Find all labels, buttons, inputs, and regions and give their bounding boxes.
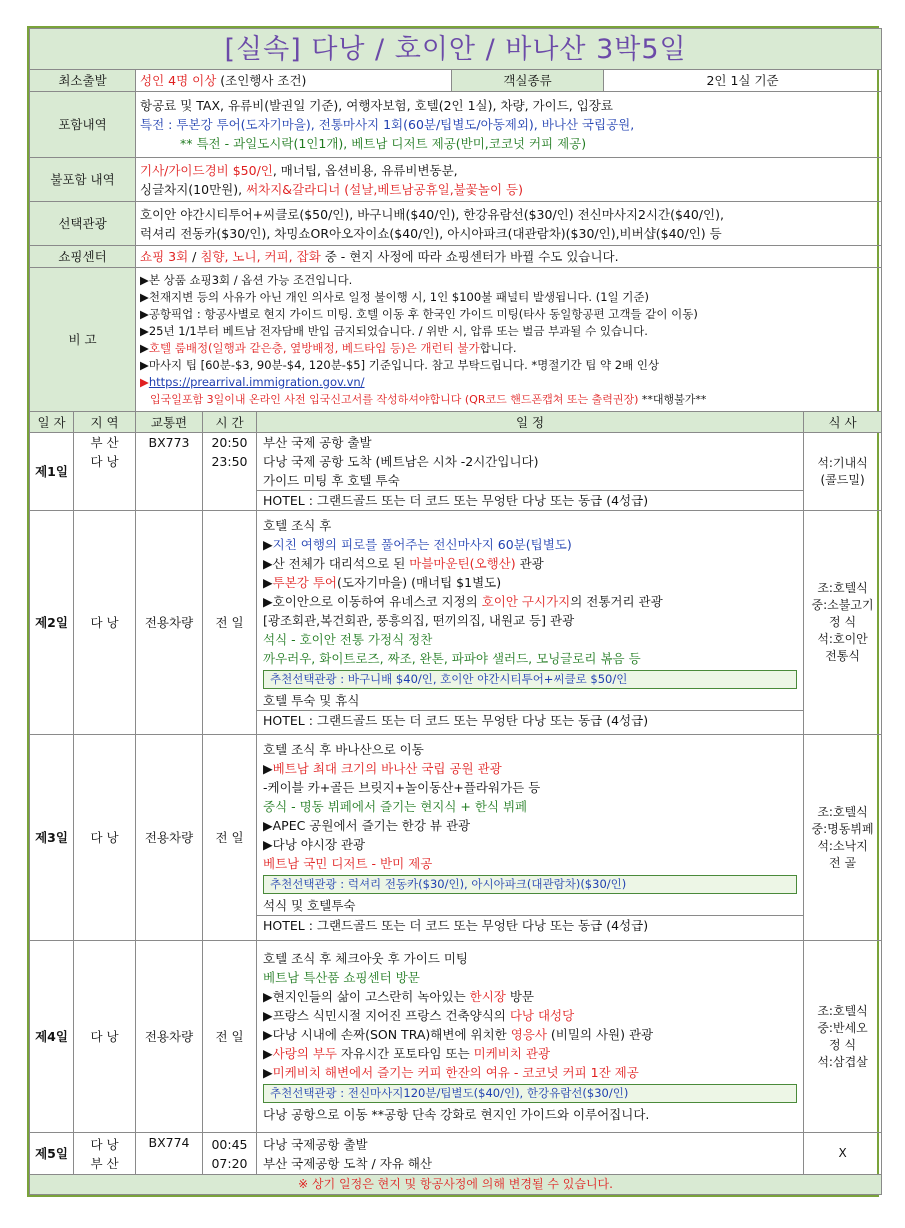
day2-hotel: HOTEL : 그랜드골드 또는 더 코드 또는 무엉탄 다낭 또는 동급 (4성급) (257, 710, 803, 730)
day1-hotel: HOTEL : 그랜드골드 또는 더 코드 또는 무엉탄 다낭 또는 동급 (4성급) (257, 490, 803, 510)
day3-hotel: HOTEL : 그랜드골드 또는 더 코드 또는 무엉탄 다낭 또는 동급 (4성급) (257, 915, 803, 935)
col-itinerary: 일 정 (257, 412, 804, 433)
han-market: 한시장 (469, 989, 506, 1004)
shopping-count: 쇼핑 3회 (140, 249, 189, 264)
excluded-rest: , 매너팁, 옵션비용, 유류비변동분, (272, 162, 458, 178)
room-type-label: 객실종류 (452, 70, 604, 92)
my-khe-beach: 미케비치 관광 (473, 1046, 551, 1061)
itinerary-sheet (27, 26, 879, 1197)
love-pier: 사랑의 부두 (272, 1046, 337, 1061)
day2-itinerary: 호텔 조식 후 ▶지친 여행의 피로를 풀어주는 전신마사지 60분(팁별도) ▶산 전체가 대리석으로 된 마블마운틴(오행산) 관광 ▶투본강 투어(도자기마을) (매너팁 $1별도) ▶호이안으로 이동하여 유네스코 지정의 호이안 구시가지의 전통거리 관광 [광조회관,복건회관, 풍흥의집, 떤끼의집, 내원교 등] 관광 석식 - 호이안 전통 가정식 정찬 까우러우, 화이트로즈, 짜조, 완톤, 파파야 샐러드, 모닝글로리 볶음 등 추천선택관광 : 바구니배 $40/인, 호이안 야간시티투어+씨클로 $50/인 호텔 투숙 및 휴식 HOTEL : 그랜드골드 또는 더 코드 또는 무엉탄 다낭 또는 동급 (4성급) (257, 511, 804, 735)
day2-transport: 전용차량 (136, 511, 203, 735)
room-type-value: 2인 1실 기준 (604, 70, 882, 92)
included-bonus-line: ** 특전 - 과일도시락(1인1개), 베트남 디저트 제공(반미,코코넛 커피 제공) (180, 136, 587, 151)
day5-time: 00:45 (211, 1136, 248, 1152)
day4-region: 다 낭 (74, 941, 136, 1133)
day1-itinerary (257, 433, 804, 511)
day5-region: 다 낭 (90, 1136, 119, 1152)
day2-recommended-options: 추천선택관광 : 바구니배 $40/인, 호이안 야간시티투어+씨클로 $50/인 (263, 670, 797, 689)
min-departure-count: 성인 4명 이상 (140, 73, 217, 88)
day2-time: 전 일 (203, 511, 257, 735)
shopping-items: 침향, 노니, 커피, 잡화 (200, 249, 321, 264)
day4-transport: 전용차량 (136, 941, 203, 1133)
remarks-content: ▶본 상품 쇼핑3회 / 옵션 가능 조건입니다. ▶천재지변 등의 사유가 아닌 개인 의사로 일정 불이행 시, 1인 $100불 패널티 발생됩니다. (1일 기준) ▶공항픽업 : 항공사별로 현지 가이드 미팅. 호텔 이동 후 한국인 가이드 미팅(타사 동일항공편 고객들 같이 이동) ▶25년 1/1부터 베트남 전자담배 반입 금지되었습니다. / 위반 시, 압류 또는 벌금 부과될 수 있습니다. ▶호텔 룸배정(일행과 같은층, 옆방배정, 베드타입 등)은 개런티 불가합니다. ▶마사지 팁 [60분-$3, 90분-$4, 120분-$5] 기준입니다. 참고 부탁드립니다. *명절기간 팁 약 2배 인상 ▶https://prearrival.immigration.gov.vn/ 입국일포함 3일이내 온라인 사전 입국신고서를 작성하셔야합니다 (QR코드 핸드폰캡쳐 또는 출력권장) **대행불가** (136, 268, 882, 412)
included-line: 항공료 및 TAX, 유류비(발권일 기준), 여행자보험, 호텔(2인 1실), 차량, 가이드, 입장료 (140, 98, 613, 113)
day1-region: 다 낭 (90, 454, 119, 469)
shopping-label: 쇼핑센터 (30, 246, 136, 268)
day3-transport: 전용차량 (136, 735, 203, 941)
hoian-old-town: 호이안 구시가지 (481, 593, 571, 609)
banh-mi-note: 베트남 국민 디저트 - 반미 제공 (263, 856, 433, 871)
linh-ung-pagoda: 영응사 (510, 1027, 547, 1042)
remarks-label: 비 고 (30, 268, 136, 412)
day5-time: 07:20 (211, 1155, 248, 1171)
day4-label: 제4일 (30, 941, 74, 1133)
arrow-icon: ▶ (140, 374, 149, 389)
single-charge: 싱글차지(10만원), (140, 181, 247, 197)
col-meal: 식 사 (804, 412, 882, 433)
thu-bon-tour: 투본강 투어 (272, 574, 337, 590)
remark-line: ▶25년 1/1부터 베트남 전자담배 반입 금지되었습니다. / 위반 시, 압류 또는 벌금 부과될 수 있습니다. (140, 323, 648, 338)
immigration-link[interactable]: https://prearrival.immigration.gov.vn/ (148, 374, 365, 389)
lunch-note: 중식 - 명동 뷔페에서 즐기는 현지식 + 한식 뷔페 (263, 799, 528, 814)
optional-tours-content (136, 202, 882, 246)
day1-region: 부 산 (90, 435, 119, 450)
day5-meal: X (804, 1133, 882, 1175)
day4-meal: 조:호텔식 중:반세오 정 식 석:삼겹살 (804, 941, 882, 1133)
marble-mountain: 마블마운틴(오행산) (409, 555, 516, 571)
day5-itinerary: 다낭 국제공항 출발 부산 국제공항 도착 / 자유 해산 (257, 1133, 804, 1175)
itinerary-line: 부산 국제 공항 출발 (263, 435, 372, 450)
day3-recommended-options: 추천선택관광 : 럭셔리 전동카($30/인), 아시아파크(대관람차)($30/인) (263, 875, 797, 894)
day3-region: 다 낭 (74, 735, 136, 941)
remark-line: ▶본 상품 쇼핑3회 / 옵션 가능 조건입니다. (140, 272, 353, 287)
day5-flight: BX774 (136, 1133, 203, 1175)
guide-fee: 기사/가이드경비 $50/인 (140, 162, 273, 178)
day5-region: 부 산 (90, 1155, 119, 1171)
day5-label: 제5일 (30, 1133, 74, 1175)
day1-flight: BX773 (136, 433, 203, 511)
day3-time: 전 일 (203, 735, 257, 941)
ba-na-park: 베트남 최대 크기의 바나산 국립 공원 관광 (272, 761, 502, 776)
page-title: [실속] 다낭 / 호이안 / 바나산 3박5일 (30, 29, 882, 70)
surcharge: 써차지&갈라디너 (설날,베트남공휴일,불꽃놀이 등) (246, 181, 523, 197)
col-region: 지 역 (74, 412, 136, 433)
entry-declaration-note: 입국일포함 3일이내 온라인 사전 입국신고서를 작성하셔야합니다 (QR코드 핸드폰캡쳐 또는 출력권장) (150, 392, 639, 406)
day2-meal: 조:호텔식 중:소불고기 정 식 석:호이안 전통식 (804, 511, 882, 735)
day1-label: 제1일 (30, 433, 74, 511)
included-label: 포함내역 (30, 92, 136, 158)
room-guarantee-note: 호텔 룸배정(일행과 같은층, 옆방배정, 베드타입 등)은 개런티 불가 (148, 340, 480, 355)
col-transport: 교통편 (136, 412, 203, 433)
day1-meal: 석:기내식 (콜드밀) (804, 433, 882, 511)
day3-itinerary: 호텔 조식 후 바나산으로 이동 ▶베트남 최대 크기의 바나산 국립 공원 관광 -케이블 카+골든 브릿지+놀이동산+플라워가든 등 중식 - 명동 뷔페에서 즐기는 현지식 + 한식 뷔페 ▶APEC 공원에서 즐기는 한강 뷰 관광 ▶다낭 야시장 관광 베트남 국민 디저트 - 반미 제공 추천선택관광 : 럭셔리 전동카($30/인), 아시아파크(대관람차)($30/인) 석식 및 호텔투숙 HOTEL : 그랜드골드 또는 더 코드 또는 무엉탄 다낭 또는 동급 (4성급) (257, 735, 804, 941)
remark-line: ▶마사지 팁 [60분-$3, 90분-$4, 120분-$5] 기준입니다. 참고 부탁드립니다. *명절기간 팁 약 2배 인상 (140, 357, 660, 372)
day2-label: 제2일 (30, 511, 74, 735)
optional-tours-label: 선택관광 (30, 202, 136, 246)
excluded-label: 불포함 내역 (30, 158, 136, 202)
included-special-line: 특전 : 투본강 투어(도자기마을), 전통마사지 1회(60분/팁별도/아동제외), 바나산 국립공원, (140, 117, 635, 132)
col-time: 시 간 (203, 412, 257, 433)
massage-item: 지친 여행의 피로를 풀어주는 전신마사지 60분(팁별도) (272, 536, 572, 552)
day3-label: 제3일 (30, 735, 74, 941)
shopping-content: 쇼핑 3회 / 침향, 노니, 커피, 잡화 중 - 현지 사정에 따라 쇼핑센터가 바뀔 수도 있습니다. (136, 246, 882, 268)
danang-cathedral: 다낭 대성당 (509, 1008, 575, 1023)
itinerary-line: 다낭 국제 공항 도착 (베트남은 시차 -2시간입니다) (263, 454, 539, 469)
day1-time: 20:50 (211, 435, 248, 450)
optional-line: 호이안 야간시티투어+씨클로($50/인), 바구니배($40/인), 한강유람선($30/인) 전신마사지2시간($40/인), (140, 206, 724, 222)
remark-line: ▶천재지변 등의 사유가 아닌 개인 의사로 일정 불이행 시, 1인 $100불 패널티 발생됩니다. (1일 기준) (140, 289, 650, 304)
dinner-menu: 까우러우, 화이트로즈, 짜조, 완톤, 파파야 샐러드, 모닝글로리 볶음 등 (263, 650, 641, 666)
day4-time: 전 일 (203, 941, 257, 1133)
day3-meal: 조:호텔식 중:명동뷔페 석:소낙지 전 골 (804, 735, 882, 941)
specialty-shop: 베트남 특산품 쇼핑센터 방문 (263, 970, 420, 985)
remark-line: ▶공항픽업 : 항공사별로 현지 가이드 미팅. 호텔 이동 후 한국인 가이드 미팅(타사 동일항공편 고객들 같이 이동) (140, 306, 698, 321)
min-departure-value (136, 70, 452, 92)
min-departure-condition: (조인행사 조건) (216, 73, 307, 88)
day4-itinerary: 호텔 조식 후 체크아웃 후 가이드 미팅 베트남 특산품 쇼핑센터 방문 ▶현지인들의 삶이 고스란히 녹아있는 한시장 방문 ▶프랑스 식민시절 지어진 프랑스 건축양식의 다낭 대성당 ▶다낭 시내에 손짜(SON TRA)해변에 위치한 영응사 (비밀의 사원) 관광 ▶사랑의 부두 자유시간 포토타임 또는 미케비치 관광 ▶미케비치 해변에서 즐기는 커피 한잔의 여유 - 코코넛 커피 1잔 제공 추천선택관광 : 전신마사지120분/팁별도($40/인), 한강유람선($30/인) 다낭 공항으로 이동 **공항 단속 강화로 현지인 가이드와 이루어집니다. (257, 941, 804, 1133)
day4-recommended-options: 추천선택관광 : 전신마사지120분/팁별도($40/인), 한강유람선($30/인) (263, 1084, 797, 1103)
shopping-note: 중 - 현지 사정에 따라 쇼핑센터가 바뀔 수도 있습니다. (320, 249, 619, 264)
optional-line: 럭셔리 전동카($30/인), 차밍쇼OR아오자이쇼($40/인), 아시아파크(대관람차)($30/인),비버샵($40/인) 등 (140, 225, 722, 241)
footer-notice: ※ 상기 일정은 현지 및 항공사정에 의해 변경될 수 있습니다. (30, 1175, 882, 1195)
day1-time: 23:50 (211, 454, 248, 469)
included-content (136, 92, 882, 158)
coconut-coffee: 미케비치 해변에서 즐기는 커피 한잔의 여유 - 코코넛 커피 1잔 제공 (272, 1065, 639, 1080)
itinerary-table (29, 28, 882, 1195)
col-day: 일 자 (30, 412, 74, 433)
day2-region: 다 낭 (74, 511, 136, 735)
itinerary-line: 가이드 미팅 후 호텔 투숙 (263, 473, 400, 488)
excluded-content (136, 158, 882, 202)
dinner-note: 석식 - 호이안 전통 가정식 정찬 (263, 631, 433, 647)
min-departure-label: 최소출발 (30, 70, 136, 92)
